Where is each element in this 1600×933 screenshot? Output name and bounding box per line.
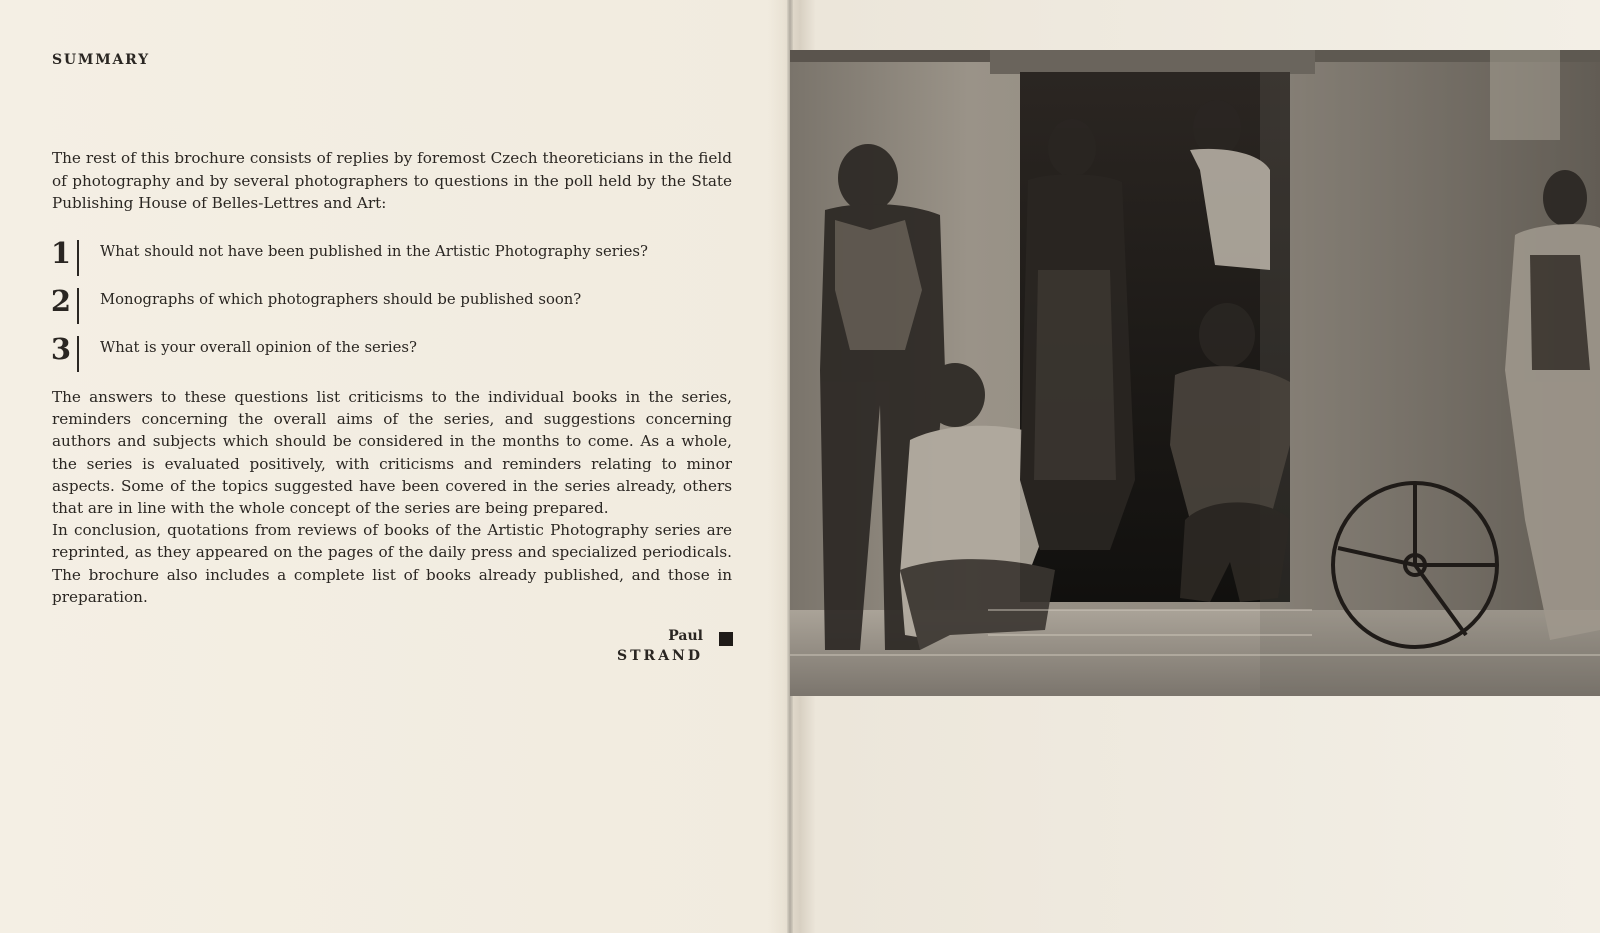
signature-last-name: STRAND (617, 648, 703, 664)
signature (560, 628, 733, 676)
question-text: Monographs of which photographers should be published soon? (100, 291, 582, 308)
summary-heading: SUMMARY (52, 52, 150, 68)
left-page (0, 0, 790, 933)
right-page (790, 0, 1600, 933)
intro-paragraph: The rest of this brochure consists of replies by foremost Czech theoreticians in the field of photography and by several photographers to questions in the poll held by the State Publishing House of Belles-Lettres and Art: (52, 149, 732, 212)
signature-first-name: Paul (668, 628, 703, 644)
question-text: What is your overall opinion of the series? (100, 339, 417, 356)
answers-section (52, 386, 732, 608)
answers-paragraph: The answers to these questions list criticisms to the individual books in the series, reminders concerning the overall aims of the series, and suggestions concerning authors and subjects which should be considered in the months to come. As a whole, the series is evaluated positively, with criticisms and reminders relating to minor aspects. Some of the topics suggested have been covered in the series already, others that are in line with the whole concept of the series are being prepared. (52, 388, 732, 518)
question-divider (77, 336, 79, 372)
question-item (50, 332, 750, 380)
question-item (50, 284, 750, 332)
square-icon (719, 632, 733, 646)
conclusion-paragraph: In conclusion, quotations from reviews of books of the Artistic Photography series are reprinted, as they appeared on the pages of the daily press and specialized periodicals. The brochure also includes a complete list of books already published, and those in preparation. (52, 521, 732, 606)
questions-list (50, 236, 750, 380)
question-number: 1 (50, 236, 72, 270)
question-number: 2 (50, 284, 72, 318)
family-group-photo-icon (790, 50, 1600, 696)
question-number: 3 (50, 332, 72, 366)
question-text: What should not have been published in the Artistic Photography series? (100, 243, 648, 260)
question-divider (77, 240, 79, 276)
question-item (50, 236, 750, 284)
question-divider (77, 288, 79, 324)
